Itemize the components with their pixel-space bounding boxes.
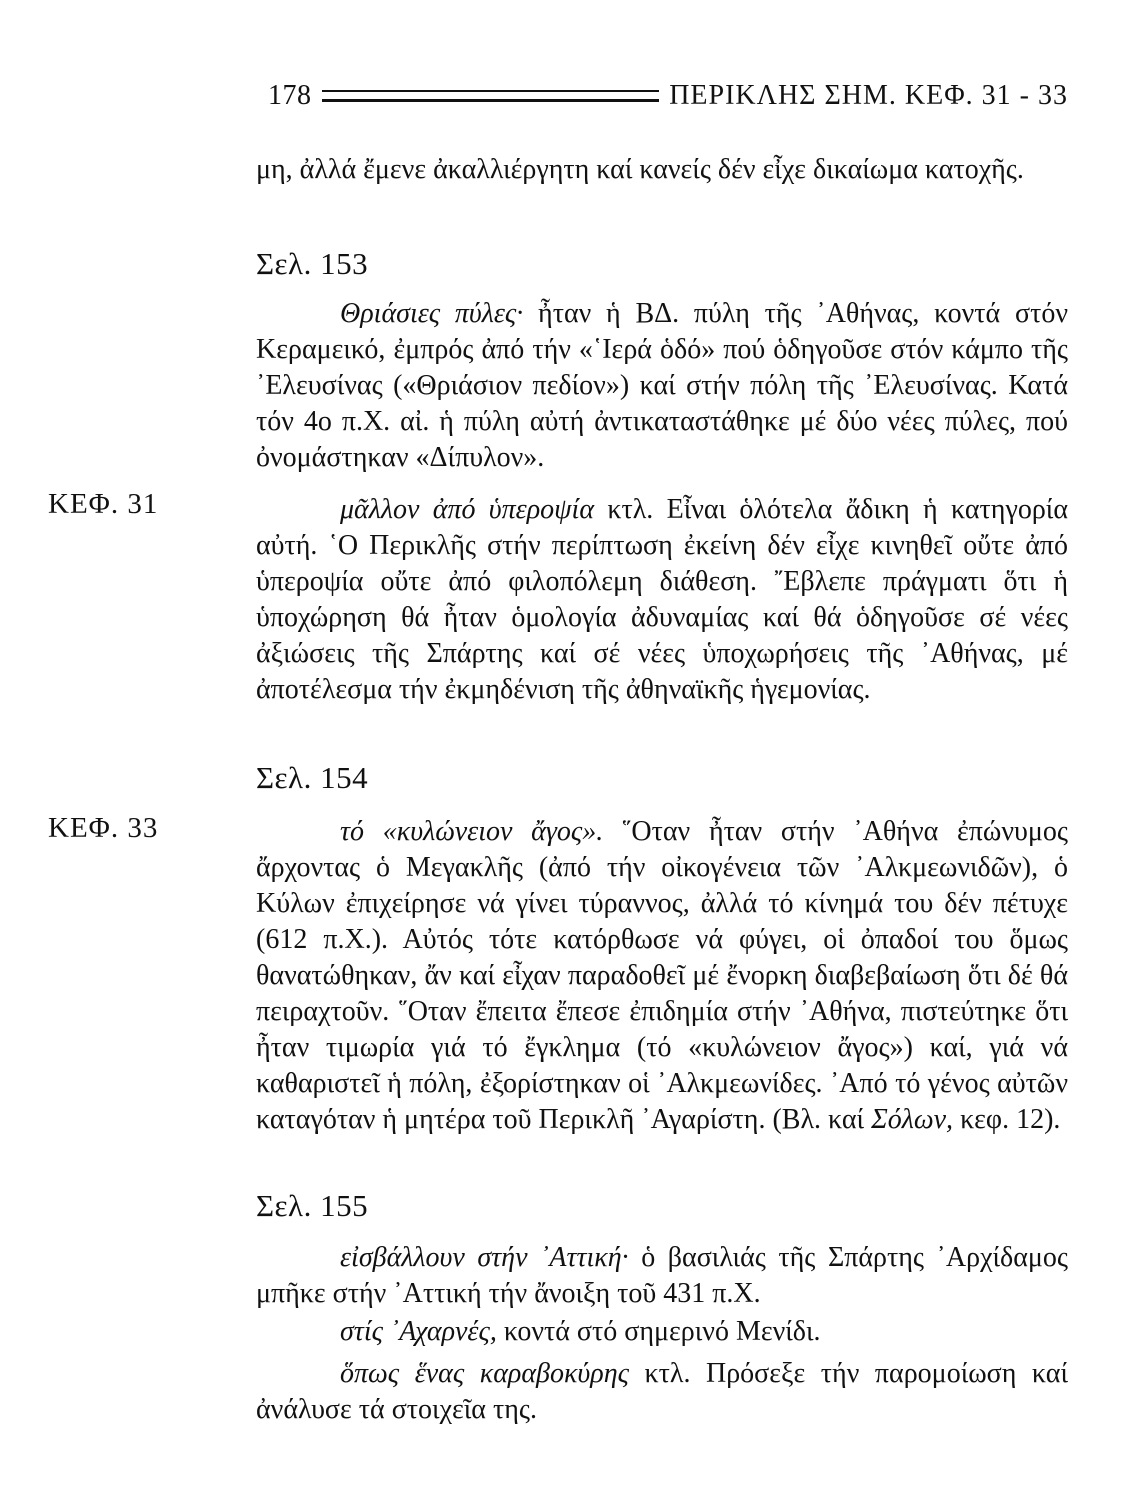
note-karavokyris (256, 1356, 1068, 1428)
margin-chapter-33: ΚΕΦ. 33 (48, 812, 159, 844)
page-header (268, 76, 1068, 116)
paragraph-continuation: μη, ἀλλά ἔμενε ἀκαλλιέργητη καί κανείς δέν εἶχε δικαίωμα κατοχῆς. (256, 154, 1024, 185)
section-heading-153: Σελ. 153 (256, 246, 369, 281)
note-body: ἦταν ἡ ΒΔ. πύλη τῆς ᾿Αθήνας, κοντά στόν Κεραμεικό, ἐμπρός ἀπό τήν «῾Ιερά ὁδό» πού ὁδηγοῦσε στόν κάμπο τῆς ᾿Ελευσίνας («Θριάσιον πεδίον») καί στήν πόλη τῆς ᾿Ελευσίνας. Κατά τόν 4ο π.Χ. αἰ. ἡ πύλη αὐτή ἀντικαταστάθηκε μέ δύο νέες πύλες, πού ὀνομάστηκαν «Δίπυλον». (256, 298, 1068, 473)
page-number: 178 (268, 80, 312, 111)
note-body: κτλ. Πρόσεξε τήν παρομοίωση καί ἀνάλυσε τά στοιχεῖα της. (256, 1358, 1068, 1425)
margin-chapter-31: ΚΕΦ. 31 (48, 488, 159, 520)
note-term: ὅπως ἕνας καραβοκύρης (340, 1358, 629, 1389)
note-thriasies-pyles (256, 296, 1068, 476)
note-body-end: κεφ. 12). (953, 1104, 1061, 1135)
running-head: ΠΕΡΙΚΛΗΣ ΣΗΜ. ΚΕΦ. 31 - 33 (669, 80, 1068, 111)
note-body: ῞Οταν ἦταν στήν ᾿Αθήνα ἐπώνυμος ἄρχοντας ὁ Μεγακλῆς (ἀπό τήν οἰκογένεια τῶν ᾿Αλκμεωνιδῶν), ὁ Κύλων ἐπιχείρησε νά γίνει τύραννος, ἀλλά τό κίνημά του δέν πέτυχε (612 π.Χ.). Αὐτός τότε κατόρθωσε νά φύγει, οἱ ὀπαδοί του ὅμως θανατώθηκαν, ἄν καί εἶχαν παραδοθεῖ μέ ἔνορκη διαβεβαίωση ὅτι δέ θά πειραχτοῦν. ῞Οταν ἔπειτα ἔπεσε ἐπιδημία στήν ᾿Αθήνα, πιστεύτηκε ὅτι ἦταν τιμωρία γιά τό ἔγκλημα (τό «κυλώνειον ἄγος») καί, γιά νά καθαριστεῖ ἡ πόλη, ἐξορίστηκαν οἱ ᾿Αλκμεωνίδες. ᾿Από τό γένος αὐτῶν καταγόταν ἡ μητέρα τοῦ Περικλῆ ᾿Αγαρίστη. (Βλ. καί (256, 816, 1068, 1135)
note-kyloneion-agos (256, 814, 1068, 1138)
note-term: τό «κυλώνειον ἄγος». (340, 816, 604, 847)
note-body: κοντά στό σημερινό Μενίδι. (496, 1316, 821, 1347)
note-reference: Σόλων, (871, 1104, 954, 1135)
note-body: ὁ βασιλιάς τῆς Σπάρτης ᾿Αρχίδαμος μπῆκε στήν ᾿Αττική τήν ἄνοιξη τοῦ 431 π.Χ. (256, 1242, 1068, 1309)
header-rule (322, 90, 660, 102)
section-heading-155: Σελ. 155 (256, 1188, 369, 1223)
note-term: Θριάσιες πύλες· (340, 298, 524, 329)
note-mallon-apo-yperopsia (256, 492, 1068, 708)
note-body: κτλ. Εἶναι ὁλότελα ἄδικη ἡ κατηγορία αὐτή. ῾Ο Περικλῆς στήν περίπτωση ἐκείνη δέν εἶχε κινηθεῖ οὔτε ἀπό ὑπεροψία οὔτε ἀπό φιλοπόλεμη διάθεση. ῎Εβλεπε πράγματι ὅτι ἡ ὑποχώρηση θά ἦταν ὁμολογία ἀδυναμίας καί θά ὁδηγοῦσε σέ νέες ἀξιώσεις τῆς Σπάρτης καί σέ νέες ὑποχωρήσεις τῆς ᾿Αθήνας, μέ ἀποτέλεσμα τήν ἐκμηδένιση τῆς ἀθηναϊκῆς ἡγεμονίας. (256, 494, 1068, 705)
note-acharnes (256, 1314, 1068, 1350)
note-term: μᾶλλον ἀπό ὑπεροψία (340, 494, 595, 525)
note-term: εἰσβάλλουν στήν ᾿Αττική· (340, 1242, 629, 1273)
note-eisvalloun (256, 1240, 1068, 1312)
note-term: στίς ᾿Αχαρνές, (340, 1316, 497, 1347)
section-heading-154: Σελ. 154 (256, 760, 369, 795)
